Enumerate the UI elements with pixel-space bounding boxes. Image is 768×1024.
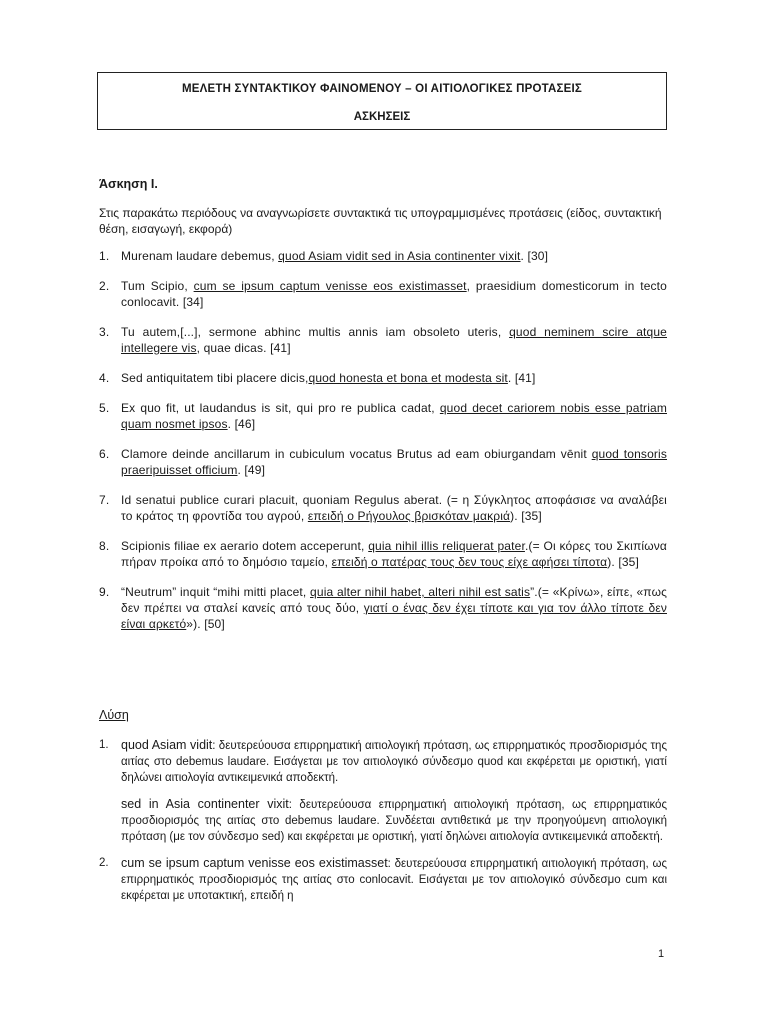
list-item bbox=[99, 370, 667, 386]
title-box bbox=[97, 72, 667, 130]
solution-term: sed in Asia continenter vixit bbox=[121, 797, 289, 811]
solution-text: : δευτερεύουσα επιρρηματική αιτιολογική πρόταση, ως επιρρηματικός προσδιορισμός της αιτίας στο debemus laudare. Συνδέεται αντιθετικά με την προηγούμενη αιτιολογική πρόταση (με τον σύνδεσμο sed) και εκφέρεται με οριστική, γιατί δηλώνει αιτιολογία αντικειμενικά αποδεκτή. bbox=[121, 799, 667, 843]
item-text: Scipionis filiae ex aerario dotem acceperunt, bbox=[121, 539, 369, 553]
item-text: , quae dicas. [41] bbox=[196, 341, 291, 355]
list-item bbox=[99, 278, 667, 310]
document-subtitle: ΑΣΚΗΣΕΙΣ bbox=[353, 111, 411, 123]
item-number: 8. bbox=[99, 539, 110, 553]
item-number: 1. bbox=[99, 739, 109, 751]
item-number: 6. bbox=[99, 447, 110, 461]
underlined-clause: quod honesta et bona et modesta sit bbox=[308, 371, 508, 385]
item-number: 2. bbox=[99, 279, 110, 293]
solution-item bbox=[99, 855, 667, 904]
item-text: ). [35] bbox=[607, 555, 639, 569]
page-number: 1 bbox=[658, 948, 665, 960]
item-text: Tu autem,[...], sermone abhinc multis annis iam obsoleto uteris, bbox=[121, 325, 510, 339]
exercise-list bbox=[99, 248, 667, 646]
item-text: . [46] bbox=[227, 417, 256, 431]
item-number: 7. bbox=[99, 493, 110, 507]
list-item bbox=[99, 248, 667, 264]
item-text: »). [50] bbox=[186, 617, 225, 631]
item-text: Clamore deinde ancillarum in cubiculum vocatus Brutus ad eam obiurgandam vēnit bbox=[121, 447, 592, 461]
item-text: Ex quo fit, ut laudandus is sit, qui pro re publica cadat, bbox=[121, 401, 440, 415]
item-number: 3. bbox=[99, 325, 110, 339]
solution-item bbox=[99, 737, 667, 786]
underlined-clause: quod Asiam vidit sed in Asia continenter vixit bbox=[278, 249, 521, 263]
item-number: 4. bbox=[99, 371, 110, 385]
underlined-clause: quod decet cariorem nobis esse patriam quam nosmet ipsos bbox=[121, 401, 667, 431]
item-text: Sed antiquitatem tibi placere dicis, bbox=[121, 371, 309, 385]
solution-heading: Λύση bbox=[99, 708, 129, 722]
item-number: 5. bbox=[99, 401, 110, 415]
solution-term: cum se ipsum captum venisse eos existimasset bbox=[121, 856, 388, 870]
list-item bbox=[99, 538, 667, 570]
list-item bbox=[99, 584, 667, 632]
item-text: “Neutrum” inquit “mihi mitti placet, bbox=[121, 585, 311, 599]
item-number: 1. bbox=[99, 249, 110, 263]
underlined-clause: quod tonsoris praeripuisset officium bbox=[121, 447, 668, 477]
list-item bbox=[99, 324, 667, 356]
list-item bbox=[99, 400, 667, 432]
document-title: ΜΕΛΕΤΗ ΣΥΝΤΑΚΤΙΚΟΥ ΦΑΙΝΟΜΕΝΟΥ – ΟΙ ΑΙΤΙΟΛΟΓΙΚΕΣ ΠΡΟΤΑΣΕΙΣ bbox=[182, 83, 582, 95]
item-number: 9. bbox=[99, 585, 110, 599]
item-text: Id senatui publice curari placuit, quoniam Regulus aberat. (= η Σύγκλητος αποφάσισε να αναλάβει το κράτος τη φροντίδα του αγρού, bbox=[121, 493, 667, 523]
item-text: Murenam laudare debemus, bbox=[121, 249, 279, 263]
underlined-clause: quia nihil illis reliquerat pater bbox=[368, 539, 525, 553]
list-item bbox=[99, 492, 667, 524]
item-text: ”.(= «Κρίνω», είπε, «πως δεν πρέπει να σταλεί κανείς από τους δύο, bbox=[121, 585, 668, 615]
item-text: . [30] bbox=[520, 249, 549, 263]
underlined-translation: επειδή ο πατέρας τους δεν τους είχε αφήσει τίποτα bbox=[331, 555, 608, 569]
exercise-instructions: Στις παρακάτω περιόδους να αναγνωρίσετε συντακτικά τις υπογραμμισμένες προτάσεις (είδος, συντακτική θέση, εισαγωγή, εκφορά) bbox=[99, 206, 662, 236]
underlined-clause: quod neminem scire atque intellegere vis bbox=[121, 325, 667, 355]
item-text: . [49] bbox=[237, 463, 266, 477]
item-text: Tum Scipio, bbox=[121, 279, 194, 293]
item-number: 2. bbox=[99, 857, 109, 869]
solution-text: : δευτερεύουσα επιρρηματική αιτιολογική πρόταση, ως επιρρηματικός προσδιορισμός της αιτίας στο debemus laudare. Εισάγεται με τον αιτιολογικό σύνδεσμο quod και εκφέρεται με οριστική, γιατί δηλώνει αιτιολογία αντικειμενικά αποδεκτή. bbox=[121, 740, 667, 784]
solution-term: quod Asiam vidit bbox=[121, 738, 213, 752]
underlined-clause: quia alter nihil habet, alteri nihil est satis bbox=[310, 585, 531, 599]
exercise-heading: Άσκηση Ι. bbox=[99, 177, 158, 191]
item-text: ). [35] bbox=[510, 509, 542, 523]
solution-text: : δευτερεύουσα επιρρηματική αιτιολογική πρόταση, ως επιρρηματικός προσδιορισμός της αιτίας στο conlocavit. Εισάγεται με τον αιτιολογικό σύνδεσμο cum και εκφέρεται με υποτακτική, επειδή η bbox=[121, 858, 667, 902]
underlined-translation: γιατί ο ένας δεν έχει τίποτε και για τον άλλο τίποτε δεν είναι αρκετό bbox=[121, 601, 667, 631]
solution-subitem bbox=[99, 796, 667, 845]
underlined-clause: επειδή ο Ρήγουλος βρισκόταν μακριά bbox=[307, 509, 511, 523]
solution-list bbox=[99, 737, 667, 914]
item-text: . [41] bbox=[507, 371, 536, 385]
underlined-clause: cum se ipsum captum venisse eos existimasset bbox=[193, 279, 467, 293]
item-text: .(= Οι κόρες του Σκιπίωνα πήραν προίκα από το δημόσιο ταμείο, bbox=[121, 539, 667, 569]
list-item bbox=[99, 446, 667, 478]
item-text: , praesidium domesticorum in tecto conlocavit. [34] bbox=[121, 279, 667, 309]
